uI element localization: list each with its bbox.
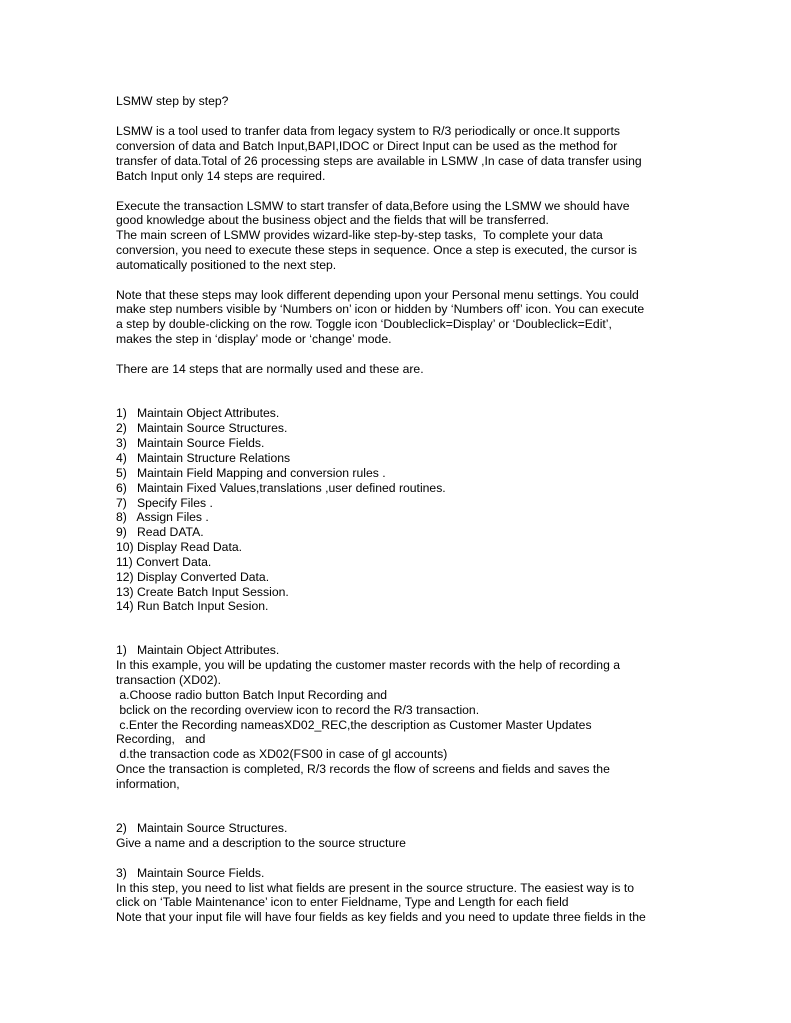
paragraph-line: d.the transaction code as XD02(FS00 in case of gl accounts) [116, 747, 448, 761]
document-title: LSMW step by step? [116, 94, 229, 108]
paragraph-line: conversion, you need to execute these steps in sequence. Once a step is executed, the cursor is [116, 243, 637, 257]
section-heading: 2) Maintain Source Structures. [116, 821, 288, 835]
paragraph-line: automatically positioned to the next step. [116, 258, 337, 272]
paragraph-line: conversion of data and Batch Input,BAPI,IDOC or Direct Input can be used as the method for [116, 139, 618, 153]
paragraph-line: click on ‘Table Maintenance’ icon to enter Fieldname, Type and Length for each field [116, 895, 569, 909]
paragraph-line: In this example, you will be updating the customer master records with the help of recording a [116, 658, 621, 672]
paragraph-line: LSMW is a tool used to tranfer data from legacy system to R/3 periodically or once.It supports [116, 124, 620, 138]
list-item: 2) Maintain Source Structures. [116, 421, 288, 435]
paragraph-line: Execute the transaction LSMW to start transfer of data,Before using the LSMW we should have [116, 199, 630, 213]
list-item: 10) Display Read Data. [116, 540, 242, 554]
paragraph-line: In this step, you need to list what fields are present in the source structure. The easiest way is to [116, 881, 635, 895]
list-item: 3) Maintain Source Fields. [116, 436, 265, 450]
paragraph-line: The main screen of LSMW provides wizard-like step-by-step tasks, To complete your data [116, 228, 603, 242]
paragraph-line: transaction (XD02). [116, 673, 221, 687]
steps-intro: There are 14 steps that are normally used and these are. [116, 362, 424, 376]
section-heading: 1) Maintain Object Attributes. [116, 643, 280, 657]
list-item: 6) Maintain Fixed Values,translations ,user defined routines. [116, 481, 446, 495]
paragraph-line: c.Enter the Recording nameasXD02_REC,the description as Customer Master Updates [116, 718, 592, 732]
list-item: 8) Assign Files . [116, 510, 209, 524]
paragraph-line: good knowledge about the business object and the fields that will be transferred. [116, 213, 549, 227]
paragraph-line: make step numbers visible by ‘Numbers on’ icon or hidden by ‘Numbers off’ icon. You can execute [116, 302, 645, 316]
paragraph-line: Batch Input only 14 steps are required. [116, 169, 326, 183]
list-item: 1) Maintain Object Attributes. [116, 406, 280, 420]
list-item: 4) Maintain Structure Relations [116, 451, 291, 465]
section-heading: 3) Maintain Source Fields. [116, 866, 265, 880]
paragraph-line: Note that these steps may look different depending upon your Personal menu settings. You could [116, 288, 639, 302]
list-item: 9) Read DATA. [116, 525, 204, 539]
paragraph-line: transfer of data.Total of 26 processing steps are available in LSMW ,In case of data transfer using [116, 154, 642, 168]
paragraph-line: a.Choose radio button Batch Input Recording and [116, 688, 388, 702]
list-item: 5) Maintain Field Mapping and conversion rules . [116, 466, 386, 480]
paragraph-line: Recording, and [116, 732, 206, 746]
list-item: 14) Run Batch Input Sesion. [116, 599, 269, 613]
paragraph-line: a step by double-clicking on the row. Toggle icon ‘Doubleclick=Display’ or ‘Doubleclick=Edit’, [116, 317, 612, 331]
paragraph-line: information, [116, 777, 180, 791]
paragraph-line: Note that your input file will have four fields as key fields and you need to update three fields in the [116, 910, 646, 924]
paragraph-line: Once the transaction is completed, R/3 records the flow of screens and fields and saves the [116, 762, 610, 776]
list-item: 7) Specify Files . [116, 496, 213, 510]
list-item: 11) Convert Data. [116, 555, 212, 569]
list-item: 12) Display Converted Data. [116, 570, 270, 584]
list-item: 13) Create Batch Input Session. [116, 585, 289, 599]
paragraph-line: Give a name and a description to the source structure [116, 836, 406, 850]
paragraph-line: bclick on the recording overview icon to record the R/3 transaction. [116, 703, 480, 717]
paragraph-line: makes the step in ‘display’ mode or ‘change’ mode. [116, 332, 392, 346]
